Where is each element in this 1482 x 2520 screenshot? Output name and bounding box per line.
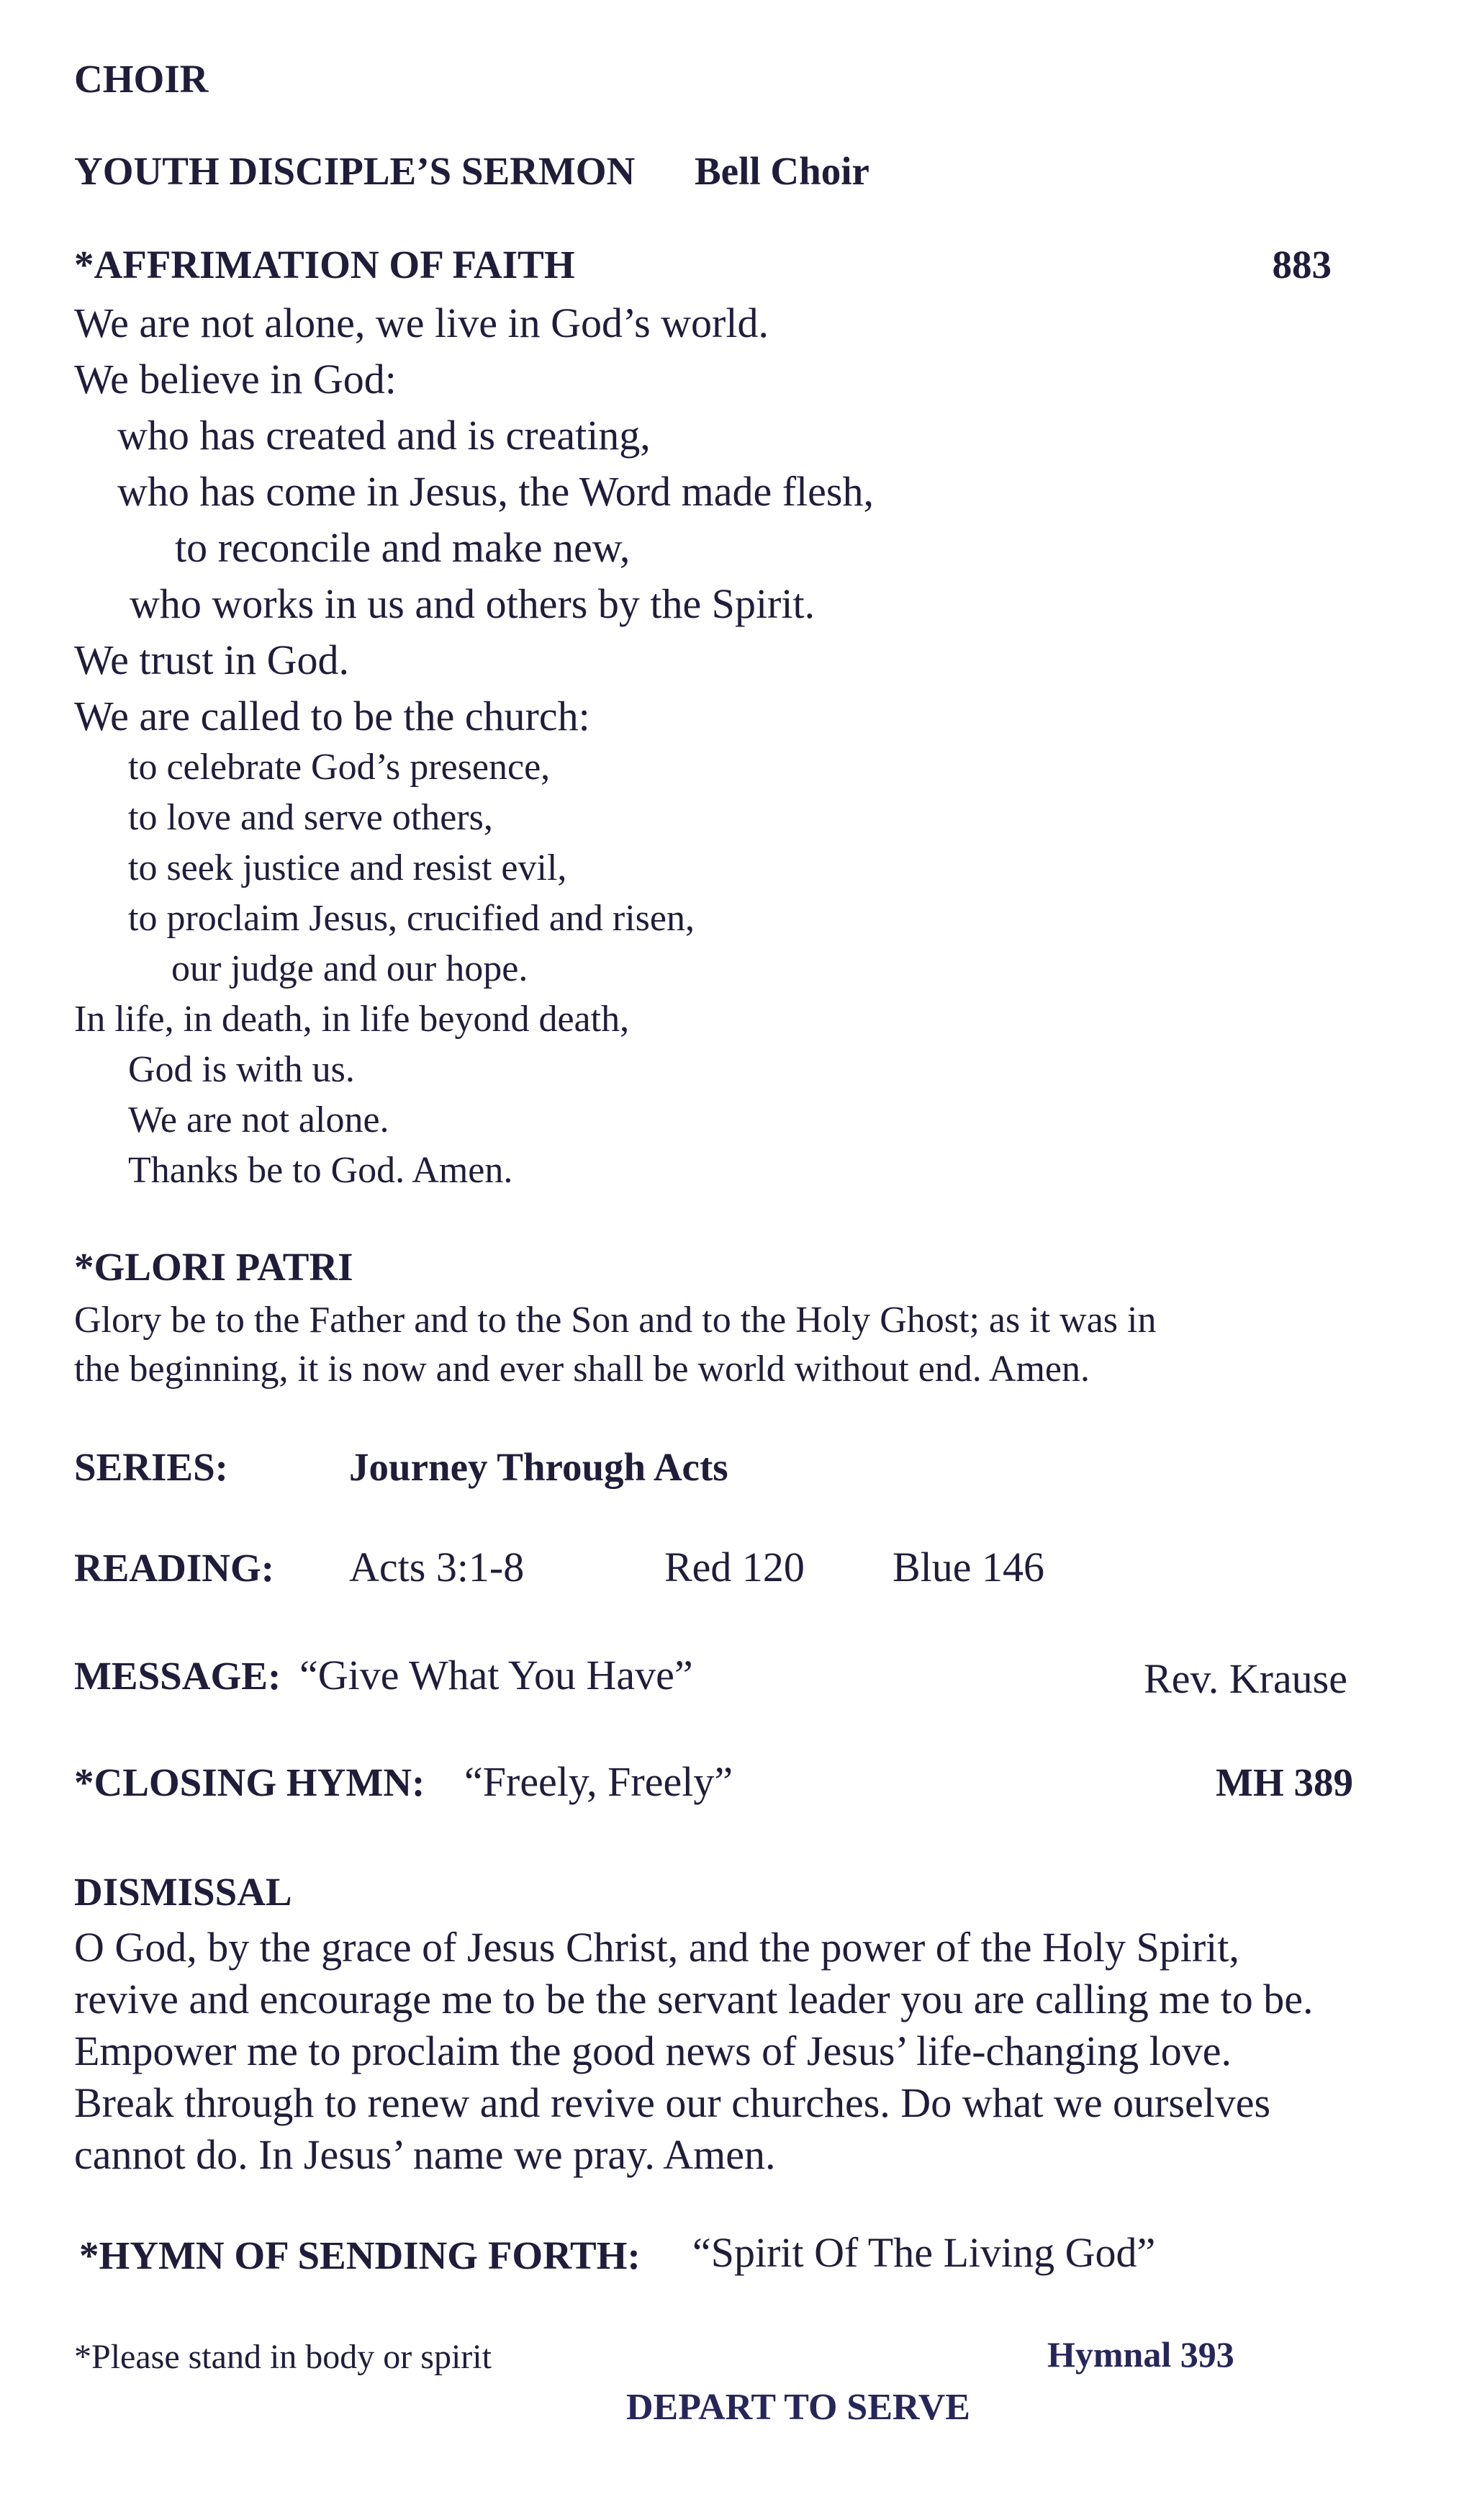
- reading-label: READING:: [74, 1546, 275, 1590]
- reading-red-hymnal: Red 120: [664, 1544, 805, 1590]
- affirmation-line: to love and serve others,: [128, 797, 493, 838]
- choir-heading: CHOIR: [74, 57, 209, 101]
- gloria-line: the beginning, it is now and ever shall be world without end. Amen.: [74, 1349, 1090, 1390]
- affirmation-line: to seek justice and resist evil,: [128, 847, 567, 888]
- stand-note: *Please stand in body or spirit: [74, 2338, 492, 2376]
- dismissal-line: cannot do. In Jesus’ name we pray. Amen.: [74, 2131, 776, 2178]
- closing-hymn-number: MH 389: [1216, 1760, 1353, 1804]
- affirmation-line: who works in us and others by the Spirit.: [130, 580, 815, 627]
- affirmation-line: We are called to be the church:: [74, 693, 590, 739]
- affirmation-line: We believe in God:: [74, 356, 397, 402]
- affirmation-line: to reconcile and make new,: [175, 524, 631, 571]
- affirmation-line: We are not alone.: [128, 1099, 389, 1140]
- sending-hymn-title: “Spirit Of The Living God”: [692, 2229, 1156, 2276]
- closing-hymn-label: *CLOSING HYMN:: [74, 1760, 425, 1804]
- affirmation-number: 883: [1272, 243, 1332, 287]
- dismissal-line: Break through to renew and revive our churches. Do what we ourselves: [74, 2079, 1271, 2126]
- message-title: “Give What You Have”: [299, 1652, 693, 1698]
- affirmation-title: *AFFRIMATION OF FAITH: [74, 243, 575, 287]
- gloria-title: *GLORI PATRI: [74, 1245, 353, 1289]
- dismissal-line: Empower me to proclaim the good news of Jesus’ life-changing love.: [74, 2028, 1232, 2074]
- message-label: MESSAGE:: [74, 1654, 281, 1698]
- reading-passage: Acts 3:1-8: [349, 1544, 525, 1590]
- hymnal-number: Hymnal 393: [1047, 2334, 1234, 2375]
- affirmation-line: who has come in Jesus, the Word made flesh,: [117, 468, 874, 515]
- message-speaker: Rev. Krause: [1144, 1655, 1347, 1702]
- series-value: Journey Through Acts: [349, 1445, 728, 1489]
- youth-sermon-heading: YOUTH DISCIPLE’S SERMON: [74, 149, 636, 193]
- closing-hymn-title: “Freely, Freely”: [464, 1758, 733, 1805]
- affirmation-line: God is with us.: [128, 1049, 355, 1090]
- affirmation-line: We are not alone, we live in God’s world.: [74, 300, 769, 346]
- affirmation-line: In life, in death, in life beyond death,: [74, 999, 630, 1040]
- affirmation-line: to celebrate God’s presence,: [128, 747, 551, 788]
- affirmation-line: who has created and is creating,: [117, 412, 651, 459]
- dismissal-line: revive and encourage me to be the servant leader you are calling me to be.: [74, 1976, 1314, 2022]
- dismissal-line: O God, by the grace of Jesus Christ, and the power of the Holy Spirit,: [74, 1924, 1239, 1971]
- series-label: SERIES:: [74, 1445, 228, 1489]
- affirmation-line: We trust in God.: [74, 636, 349, 683]
- affirmation-line: our judge and our hope.: [171, 948, 528, 989]
- youth-sermon-performer: Bell Choir: [695, 149, 869, 193]
- reading-blue-hymnal: Blue 146: [893, 1544, 1045, 1590]
- depart-to-serve: DEPART TO SERVE: [626, 2387, 970, 2428]
- dismissal-title: DISMISSAL: [74, 1870, 292, 1914]
- sending-hymn-label: *HYMN OF SENDING FORTH:: [79, 2233, 641, 2277]
- affirmation-line: to proclaim Jesus, crucified and risen,: [128, 898, 695, 939]
- affirmation-line: Thanks be to God. Amen.: [128, 1150, 513, 1191]
- gloria-line: Glory be to the Father and to the Son and to the Holy Ghost; as it was in: [74, 1300, 1157, 1341]
